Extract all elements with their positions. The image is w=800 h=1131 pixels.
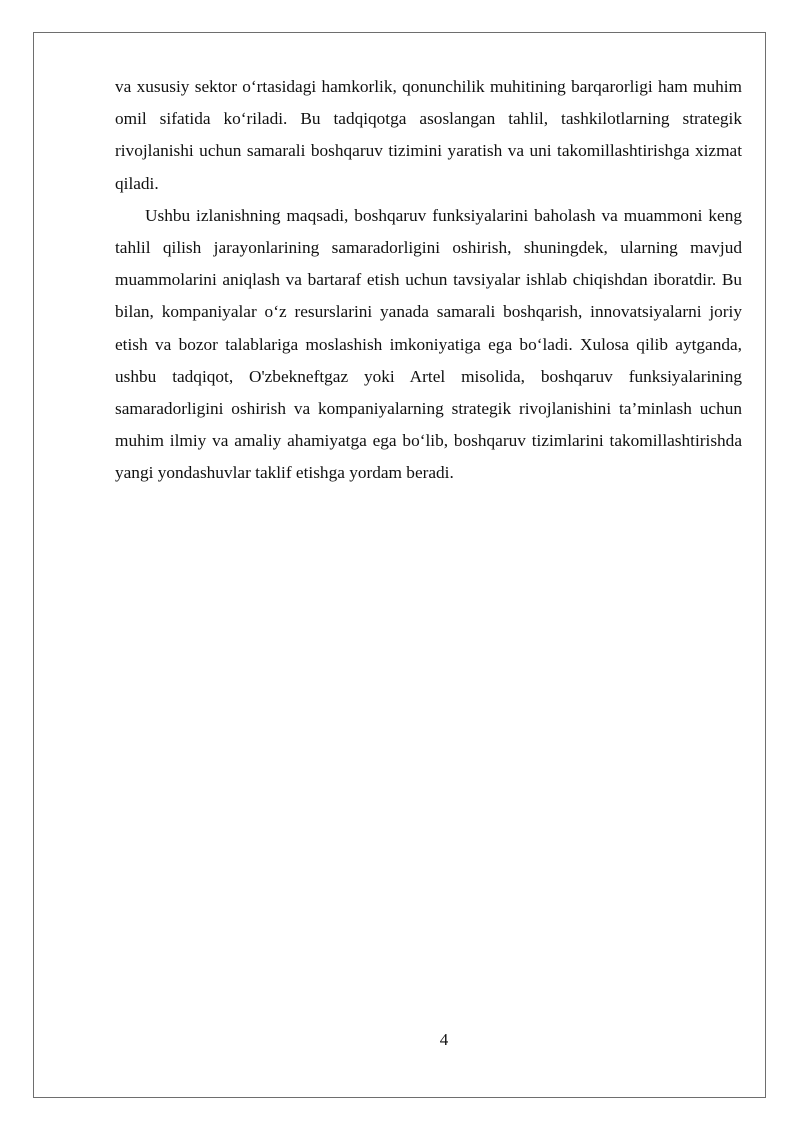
page-number: 4 — [439, 1030, 449, 1049]
paragraph-purpose: Ushbu izlanishning maqsadi, boshqaruv funksiyalarini baholash va muammoni keng tahlil qilish jarayonlarining samaradorligini oshirish, shuningdek, ularning mavjud muammolarini aniqlash va bartaraf etish uchun tavsiyalar ishlab chiqishdan iboratdir. Bu bilan, kompaniyalar o‘z resurslarini yanada samarali boshqarish, innovatsiyalarni joriy etish va bozor talablariga moslashish imkoniyatiga ega bo‘ladi. Xulosa qilib aytganda, ushbu tadqiqot, O'zbekneftgaz yoki Artel misolida, boshqaruv funksiyalarining samaradorligini oshirish va kompaniyalarning strategik rivojlanishini ta’minlash uchun muhim ilmiy va amaliy ahamiyatga ega bo‘lib, boshqaruv tizimlarini takomillashtirishda yangi yondashuvlar taklif etishga yordam beradi. — [115, 205, 742, 483]
document-body — [115, 71, 742, 490]
paragraph-continuation: va xususiy sektor o‘rtasidagi hamkorlik, qonunchilik muhitining barqarorligi ham muhim omil sifatida ko‘riladi. Bu tadqiqotga asoslangan tahlil, tashkilotlarning strategik rivojlanishi uchun samarali boshqaruv tizimini yaratish va uni takomillashtirishga xizmat qiladi. — [115, 77, 742, 193]
